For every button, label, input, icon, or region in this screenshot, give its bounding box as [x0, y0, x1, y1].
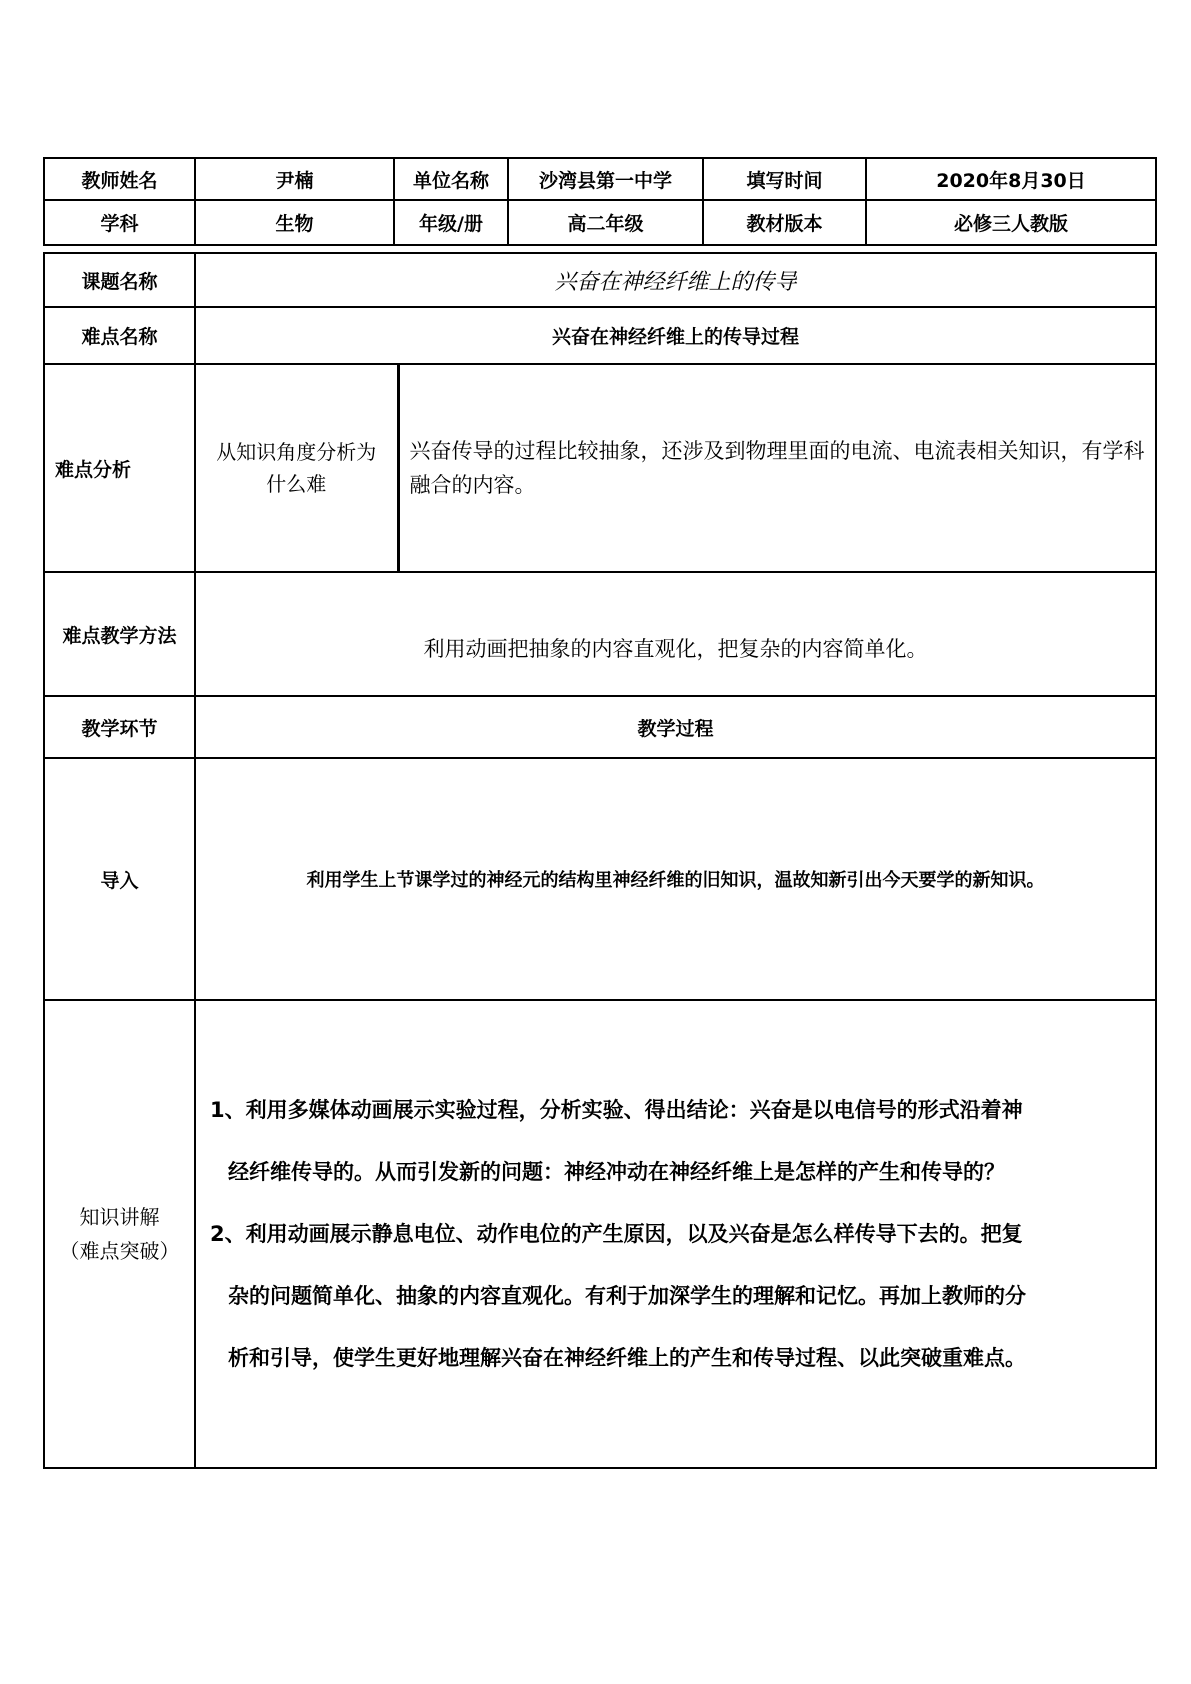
header-table — [43, 157, 1157, 246]
teacher-label: 教师姓名 — [44, 158, 195, 200]
intro-row — [44, 758, 1156, 1000]
unit-label: 单位名称 — [394, 158, 508, 200]
method-text: 利用动画把抽象的内容直观化，把复杂的内容简单化。 — [195, 572, 1156, 696]
date-label: 填写时间 — [703, 158, 866, 200]
process-header-row — [44, 696, 1156, 758]
teacher-value: 尹楠 — [195, 158, 394, 200]
analysis-sub-label: 从知识角度分析为什么难 — [195, 364, 398, 572]
knowledge-row — [44, 1000, 1156, 1468]
analysis-row — [44, 364, 1156, 572]
subject-value: 生物 — [195, 200, 394, 245]
topic-value: 兴奋在神经纤维上的传导 — [195, 253, 1156, 307]
stage-header: 教学环节 — [44, 696, 195, 758]
intro-label: 导入 — [44, 758, 195, 1000]
topic-label: 课题名称 — [44, 253, 195, 307]
method-label: 难点教学方法 — [44, 572, 195, 696]
knowledge-p1-line1: 1、利用多媒体动画展示实验过程，分析实验、得出结论：兴奋是以电信号的形式沿着神 — [210, 1098, 1023, 1122]
difficulty-row — [44, 307, 1156, 364]
knowledge-p2-line1: 2、利用动画展示静息电位、动作电位的产生原因，以及兴奋是怎么样传导下去的。把复 — [210, 1222, 1023, 1246]
process-header: 教学过程 — [195, 696, 1156, 758]
knowledge-label — [44, 1000, 195, 1468]
method-row — [44, 572, 1156, 696]
knowledge-p2-line2: 杂的问题简单化、抽象的内容直观化。有利于加深学生的理解和记忆。再加上教师的分 — [228, 1284, 1026, 1308]
knowledge-p1-line2: 经纤维传导的。从而引发新的问题：神经冲动在神经纤维上是怎样的产生和传导的？ — [228, 1160, 1005, 1184]
knowledge-text — [195, 1000, 1156, 1468]
edition-value: 必修三人教版 — [866, 200, 1156, 245]
unit-value: 沙湾县第一中学 — [508, 158, 703, 200]
subject-label: 学科 — [44, 200, 195, 245]
difficulty-value: 兴奋在神经纤维上的传导过程 — [195, 307, 1156, 364]
knowledge-label-line1: 知识讲解 — [79, 1205, 160, 1229]
edition-label: 教材版本 — [703, 200, 866, 245]
grade-label: 年级/册 — [394, 200, 508, 245]
lesson-plan-document — [43, 157, 1155, 1469]
knowledge-label-line2: （难点突破） — [59, 1239, 180, 1263]
grade-value: 高二年级 — [508, 200, 703, 245]
analysis-label: 难点分析 — [44, 364, 195, 572]
intro-text: 利用学生上节课学过的神经元的结构里神经纤维的旧知识，温故知新引出今天要学的新知识。 — [195, 758, 1156, 1000]
difficulty-label: 难点名称 — [44, 307, 195, 364]
topic-row — [44, 253, 1156, 307]
date-value: 2020年8月30日 — [866, 158, 1156, 200]
analysis-text: 兴奋传导的过程比较抽象，还涉及到物理里面的电流、电流表相关知识，有学科融合的内容。 — [398, 364, 1156, 572]
content-table — [43, 252, 1157, 1469]
knowledge-p2-line3: 析和引导，使学生更好地理解兴奋在神经纤维上的产生和传导过程、以此突破重难点。 — [228, 1346, 1026, 1370]
